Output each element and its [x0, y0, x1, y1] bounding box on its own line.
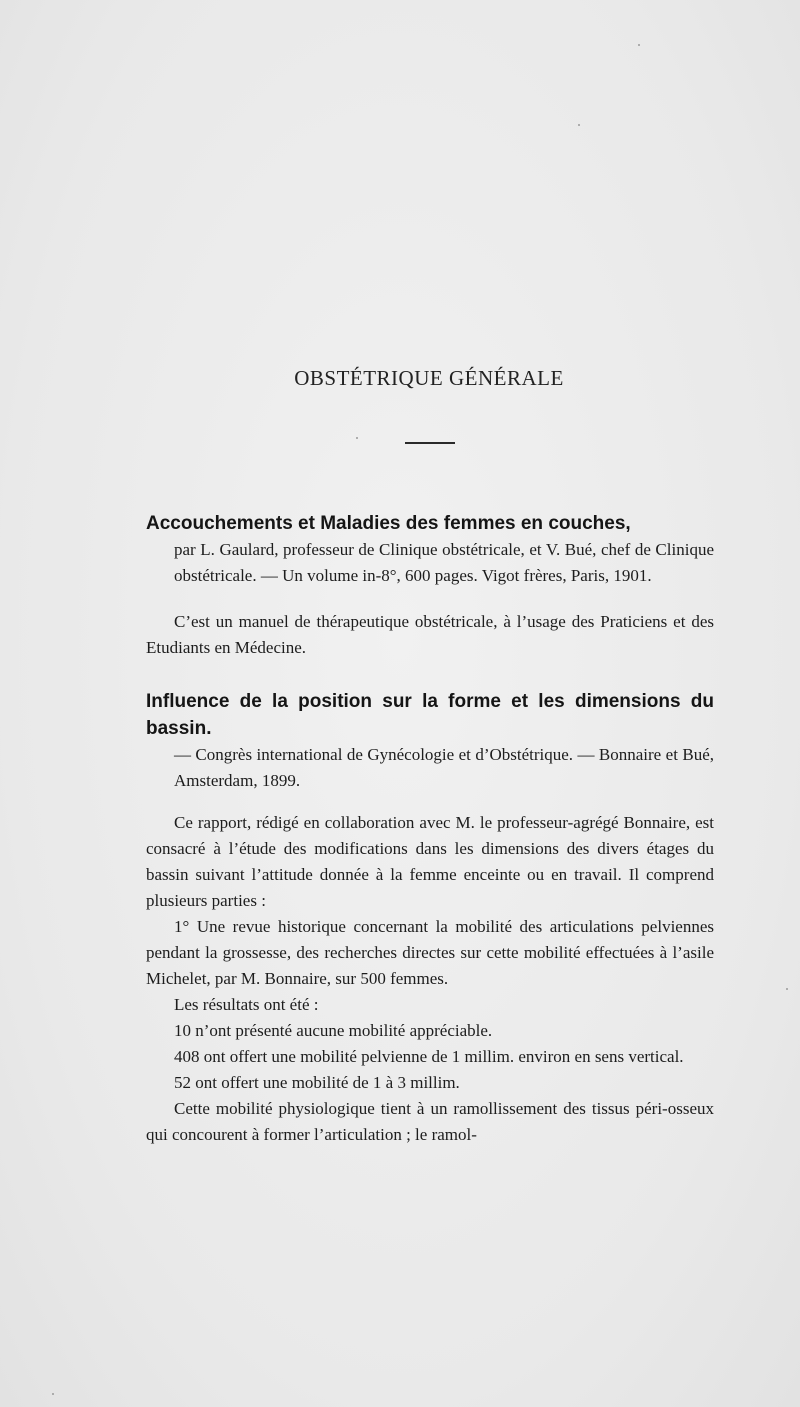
entry-details: — Congrès international de Gynécologie et d’Obstétrique. — Bonnaire et Bué, Amsterdam, 1899. — [174, 745, 714, 790]
entry-paragraph: Cette mobilité physiologique tient à un ramollissement des tissus péri-osseux qui concourent à former l’articulation ; le ramol- — [146, 1099, 714, 1144]
page-content — [146, 510, 714, 1148]
paper-speck — [52, 1393, 54, 1395]
entry-paragraph: C’est un manuel de thérapeutique obstétricale, à l’usage des Praticiens et des Etudiants en Médecine. — [146, 612, 714, 657]
entry-title: Accouchements et Maladies des femmes en couches, — [146, 513, 631, 534]
paper-speck — [356, 437, 358, 439]
paper-speck — [578, 124, 580, 126]
entry-details: par L. Gaulard, professeur de Clinique obstétricale, et V. Bué, chef de Clinique obstétricale. — Un volume in-8°, 600 pages. Vigot frères, Paris, 1901. — [174, 540, 714, 585]
entry-paragraph: Ce rapport, rédigé en collaboration avec M. le professeur-agrégé Bonnaire, est consacré à l’étude des modifications dans les dimensions des divers étages du bassin suivant l’attitude donnée à la femme enceinte ou en travail. Il comprend plusieurs parties : — [146, 813, 714, 910]
title-rule — [405, 442, 455, 444]
entry-paragraph: 1° Une revue historique concernant la mobilité des articulations pelviennes pendant la grossesse, des recherches directes sur cette mobilité effectuées à l’asile Michelet, par M. Bonnaire, sur 500 femmes. — [146, 917, 714, 988]
bibliography-entry-1 — [146, 510, 714, 589]
entry-paragraph: 10 n’ont présenté aucune mobilité appréciable. — [174, 1021, 493, 1040]
entry-title: Influence de la position sur la forme et les dimensions du bassin. — [146, 691, 714, 739]
entry-paragraph: 52 ont offert une mobilité de 1 à 3 millim. — [174, 1073, 460, 1092]
paper-speck — [638, 44, 640, 46]
entry-paragraph: 408 ont offert une mobilité pelvienne de 1 millim. environ en sens vertical. — [174, 1047, 684, 1066]
bibliography-entry-2 — [146, 688, 714, 794]
paper-speck — [786, 988, 788, 990]
section-title: OBSTÉTRIQUE GÉNÉRALE — [294, 366, 564, 390]
entry-paragraph: Les résultats ont été : — [174, 995, 319, 1014]
